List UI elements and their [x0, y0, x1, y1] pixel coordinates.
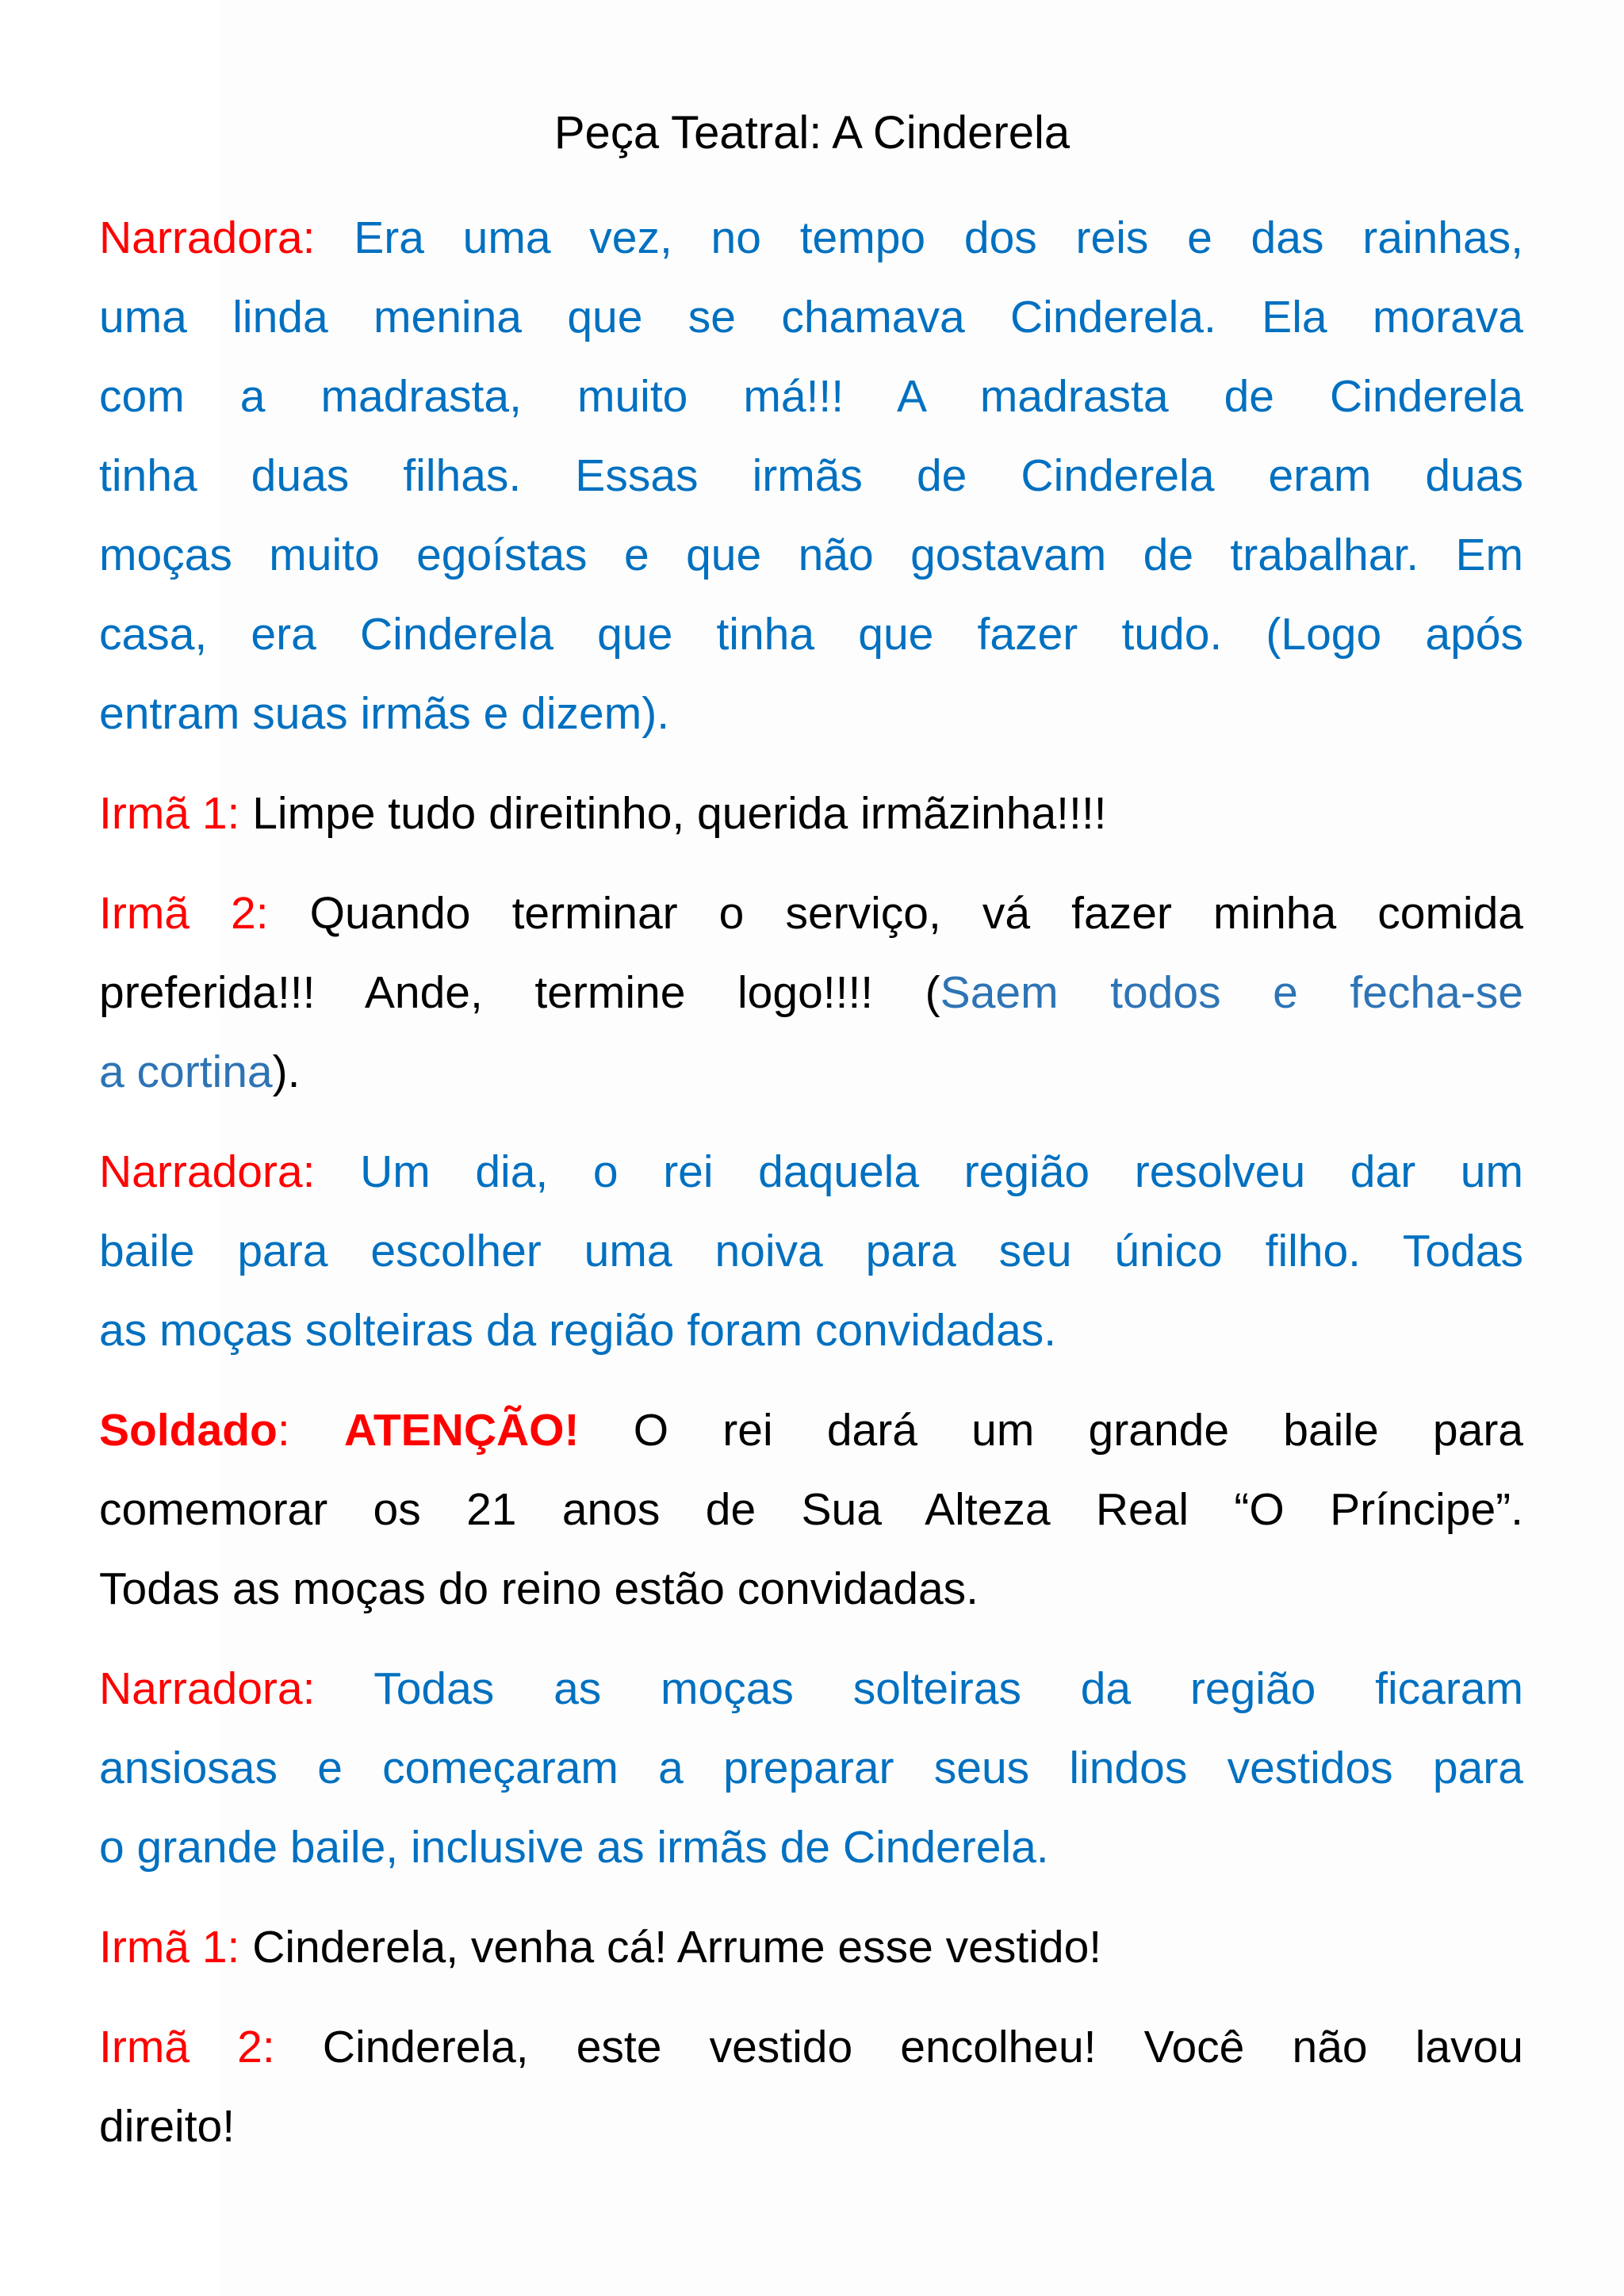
narration-text: entram suas irmãs e dizem).	[99, 688, 670, 739]
dialog-text: ).	[272, 1047, 301, 1097]
sister1-paragraph-2	[99, 1908, 1523, 1987]
dialog-text: direito!	[99, 2101, 236, 2152]
text-line	[99, 953, 1523, 1032]
dialog-text: Quando terminar o serviço, vá fazer minha comida	[309, 888, 1523, 939]
text-line	[99, 1908, 1523, 1987]
speaker-label: Soldado	[99, 1405, 278, 1456]
text-line	[99, 198, 1523, 277]
narration-text: com a madrasta, muito má!!! A madrasta de Cinderela	[99, 371, 1523, 422]
speaker-label: Irmã 1:	[99, 788, 240, 839]
narration-text: moças muito egoístas e que não gostavam de trabalhar. Em	[99, 530, 1523, 580]
narrator-paragraph-1	[99, 198, 1523, 753]
soldier-paragraph	[99, 1391, 1523, 1628]
text-line	[99, 774, 1523, 853]
stage-direction: Saem todos e fecha-se	[940, 967, 1523, 1018]
speaker-label: Narradora:	[99, 1663, 316, 1714]
narration-text: Um dia, o rei daquela região resolveu dar um	[360, 1146, 1523, 1197]
script-body	[99, 198, 1523, 2187]
narrator-paragraph-2	[99, 1132, 1523, 1370]
page-title: Peça Teatral: A Cinderela	[553, 107, 1071, 159]
narration-text: o grande baile, inclusive as irmãs de Cinderela.	[99, 1822, 1049, 1873]
narration-text: uma linda menina que se chamava Cinderela. Ela morava	[99, 292, 1523, 342]
narration-text: ansiosas e começaram a preparar seus lindos vestidos para	[99, 1743, 1523, 1793]
narration-text: Era uma vez, no tempo dos reis e das rainhas,	[354, 212, 1523, 263]
narration-text: baile para escolher uma noiva para seu único filho. Todas	[99, 1226, 1523, 1276]
dialog-text: comemorar os 21 anos de Sua Alteza Real “O Príncipe”.	[99, 1484, 1523, 1535]
dialog-text: O rei dará um grande baile para	[633, 1405, 1524, 1456]
speaker-label: Irmã 2:	[99, 888, 269, 939]
announcement-emphasis: ATENÇÃO!	[343, 1405, 580, 1456]
dialog-text: Todas as moças do reino estão convidadas.	[99, 1563, 979, 1614]
dialog-text: Cinderela, este vestido encolheu! Você não lavou	[322, 2022, 1523, 2072]
text-line	[99, 1032, 1523, 1112]
narration-text: tinha duas filhas. Essas irmãs de Cinderela eram duas	[99, 450, 1523, 501]
text-line	[99, 874, 1523, 953]
speaker-label: Narradora:	[99, 1146, 316, 1197]
dialog-text: preferida!!! Ande, termine logo!!!! (	[99, 967, 940, 1018]
narration-text: as moças solteiras da região foram convidadas.	[99, 1305, 1057, 1356]
text-line	[99, 1391, 1523, 1470]
sister1-paragraph-1	[99, 774, 1523, 853]
narration-text: casa, era Cinderela que tinha que fazer tudo. (Logo após	[99, 609, 1523, 660]
speaker-label: Irmã 2:	[99, 2022, 275, 2072]
dialog-text: Cinderela, venha cá! Arrume esse vestido!	[252, 1922, 1102, 1973]
narrator-paragraph-3	[99, 1649, 1523, 1887]
speaker-colon: :	[277, 1405, 290, 1456]
sister2-paragraph-2	[99, 2007, 1523, 2166]
speaker-label: Narradora:	[99, 212, 316, 263]
text-line	[99, 1649, 1523, 1728]
text-line	[99, 1132, 1523, 1211]
text-line	[99, 2007, 1523, 2087]
stage-direction: a cortina	[99, 1047, 273, 1097]
speaker-label: Irmã 1:	[99, 1922, 240, 1973]
dialog-text: Limpe tudo direitinho, querida irmãzinha!!!!	[252, 788, 1107, 839]
narration-text: Todas as moças solteiras da região ficaram	[373, 1663, 1523, 1714]
sister2-paragraph-1	[99, 874, 1523, 1112]
